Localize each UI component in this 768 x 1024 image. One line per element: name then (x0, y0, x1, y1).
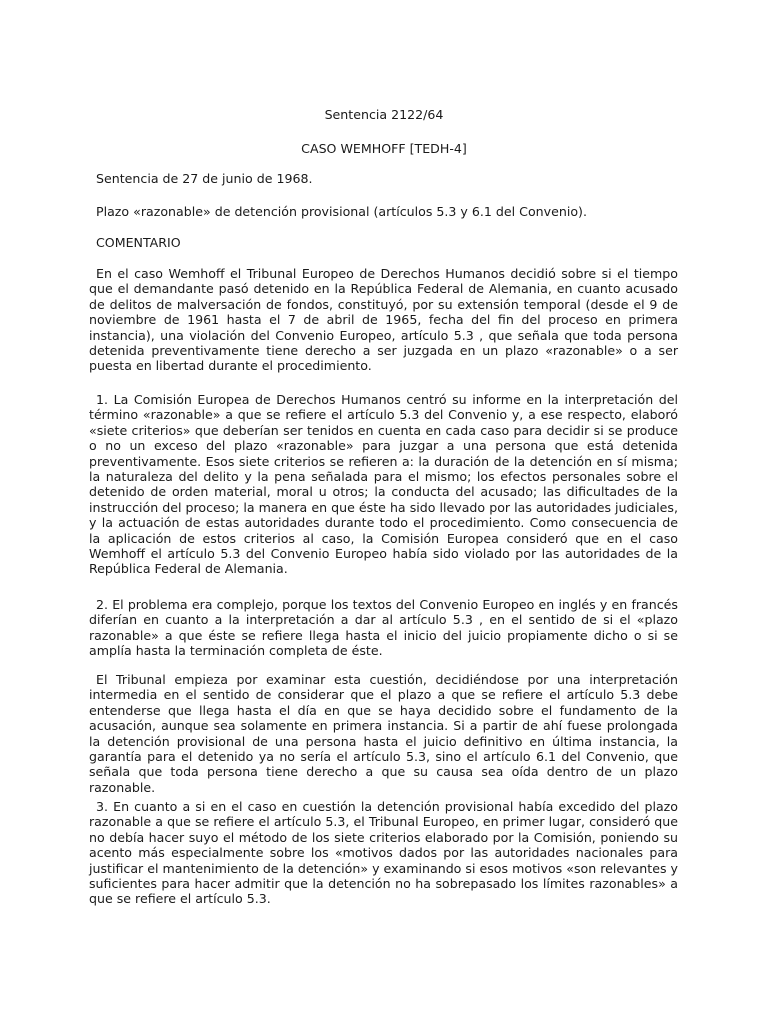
paragraph-intro: En el caso Wemhoff el Tribunal Europeo de Derechos Humanos decidió sobre si el tiempo que el demandante pasó detenido en la República Federal de Alemania, en cuanto acusado de delitos de malversación de fondos, constituyó, por su extensión temporal (desde el 9 de noviembre de 1961 hasta el 7 de abril de 1965, fecha del fin del proceso en primera instancia), una violación del Convenio Europeo, artículo 5.3 , que señala que toda persona detenida preventivamente tiene derecho a ser juzgada en un plazo «razonable» o a ser puesta en libertad durante el procedimiento. (89, 266, 678, 374)
judgment-date: Sentencia de 27 de junio de 1968. (96, 171, 313, 186)
document-title: Sentencia 2122/64 (324, 107, 444, 122)
case-name: CASO WEMHOFF [TEDH-4] (301, 141, 467, 156)
paragraph-1: 1. La Comisión Europea de Derechos Humanos centró su informe en la interpretación del término «razonable» a que se refiere el artículo 5.3 del Convenio y, a ese respecto, elaboró «siete criterios» que deberían ser tenidos en cuenta en cada caso para decidir si se produce o no un exceso del plazo «razonable» para juzgar a una persona que está detenida preventivamente. Esos siete criterios se refieren a: la duración de la detención en sí misma; la naturaleza del delito y la pena señalada para el mismo; los efectos personales sobre el detenido de orden material, moral u otros; la conducta del acusado; las dificultades de la instrucción del proceso; la manera en que éste ha sido llevado por las autoridades judiciales, y la actuación de estas autoridades durante todo el procedimiento. Como consecuencia de la aplicación de estos criterios al caso, la Comisión Europea consideró que en el caso Wemhoff el artículo 5.3 del Convenio Europeo había sido violado por las autoridades de la República Federal de Alemania. (89, 392, 678, 577)
paragraph-3: 3. En cuanto a si en el caso en cuestión la detención provisional había excedido del plazo razonable a que se refiere el artículo 5.3, el Tribunal Europeo, en primer lugar, consideró que no debía hacer suyo el método de los siete criterios elaborado por la Comisión, poniendo su acento más especialmente sobre los «motivos dados por las autoridades nacionales para justificar el mantenimiento de la detención» y examinando si esos motivos «son relevantes y suficientes para hacer admitir que la detención no ha sobrepasado los límites razonables» a que se refiere el artículo 5.3. (89, 799, 678, 907)
paragraph-2: 2. El problema era complejo, porque los textos del Convenio Europeo en inglés y en francés diferían en cuanto a la interpretación a dar al artículo 5.3 , en el sentido de si el «plazo razonable» a que éste se refiere llega hasta el inicio del juicio propiamente dicho o si se amplía hasta la terminación completa de éste. (89, 597, 678, 659)
topic-line: Plazo «razonable» de detención provisional (artículos 5.3 y 6.1 del Convenio). (96, 204, 587, 219)
paragraph-tribunal: El Tribunal empieza por examinar esta cuestión, decidiéndose por una interpretación intermedia en el sentido de considerar que el plazo a que se refiere el artículo 5.3 debe entenderse que llega hasta el día en que se haya decidido sobre el fundamento de la acusación, aunque sea solamente en primera instancia. Si a partir de ahí fuese prolongada la detención provisional de una persona hasta el juicio definitivo en última instancia, la garantía para el detenido ya no sería el artículo 5.3, sino el artículo 6.1 del Convenio, que señala que toda persona tiene derecho a que su causa sea oída dentro de un plazo razonable. (89, 672, 678, 795)
section-heading: COMENTARIO (96, 235, 181, 250)
